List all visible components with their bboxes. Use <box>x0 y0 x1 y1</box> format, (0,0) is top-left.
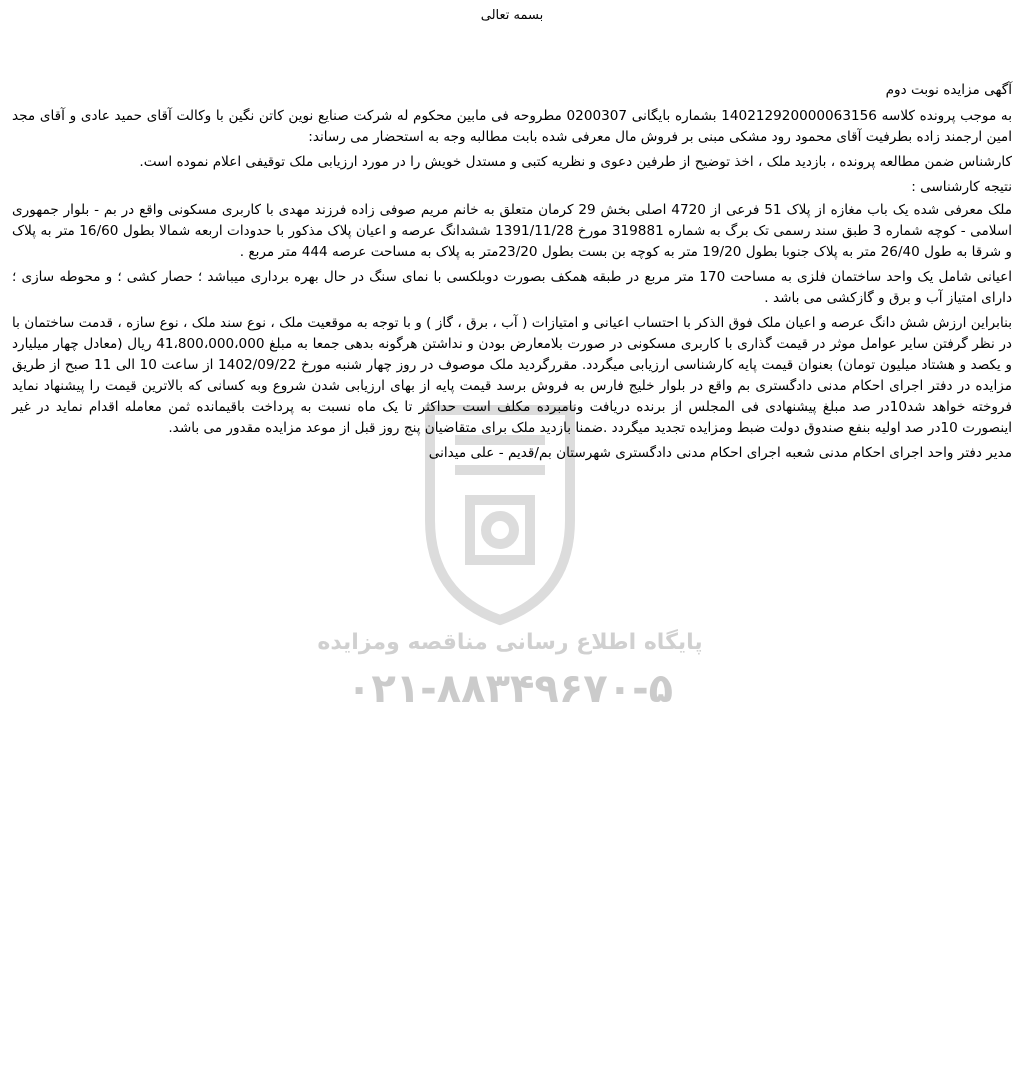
paragraph-property-description: ملک معرفی شده یک باب مغازه از پلاک 51 فرعی از 4720 اصلی بخش 29 کرمان متعلق به خانم مریم صوفی زاده فرزند مهدی با کاربری مسکونی واقع در بم - بلوار جمهوری اسلامی - کوچه شماره 3 طبق سند رسمی تک برگ به شماره 319881 مورخ 1391/11/28 ششدانگ عرصه و اعیان پلاک مذکور با حدودات اربعه شمالا بطول 16/60 متر به پلاک و شرقا به طول 26/40 متر به پلاک جنوبا بطول 19/20 متر به کوچه بن بست بطول 23/20متر به پلاک به مساحت عرصه 444 متر مربع . <box>12 202 1012 260</box>
paragraph-case-intro: به موجب پرونده کلاسه 140212920000063156 بشماره بایگانی 0200307 مطروحه فی مابین محکوم له شرکت صنایع نوین کاتن نگین با وکالت آقای حمید عادی و آقای مجد امین ارجمند زاده بطرفیت آقای محمود رود مشکی مبنی بر فروش مال معرفی شده بابت مطالبه وجه به استحضار می رساند: <box>12 108 1013 145</box>
watermark-phone: ۰۲۱-۸۸۳۴۹۶۷۰-۵ <box>346 666 674 712</box>
section-title-expert-result: نتیجه کارشناسی : <box>911 179 1012 195</box>
document-body <box>12 80 1012 468</box>
watermark-site-name: پایگاه اطلاع رسانی مناقصه ومزایده <box>317 630 703 655</box>
signature-line: مدیر دفتر واحد اجرای احکام مدنی شعبه اجرای احکام مدنی دادگستری شهرستان بم/قدیم - علی میدانی <box>428 445 1012 461</box>
paragraph-building-description: اعیانی شامل یک واحد ساختمان فلزی به مساحت 170 متر مربع در طبقه همکف بصورت دوبلکسی با نمای سنگ در حال بهره برداری میباشد ؛ حصار کشی ؛ و محوطه سازی ؛ دارای امتیاز آب و برق و گازکشی می باشد . <box>12 269 1012 306</box>
document-heading: بسمه تعالی <box>480 8 544 23</box>
notice-title: آگهی مزایده نوبت دوم <box>885 82 1012 98</box>
paragraph-valuation-and-auction: بنابراین ارزش شش دانگ عرصه و اعیان ملک فوق الذکر با احتساب اعیانی و امتیازات ( آب ، برق ، گاز ) و با توجه به موقعیت ملک ، نوع سند ملک ، نوع سازه ، قدمت ساختمان با در نظر گرفتن سایر عوامل موثر در قیمت گذاری با کاربری مسکونی در صورت بلامعارض بودن و نداشتن هرگونه بدهی جمعا به مبلغ 41،800،000،000 ریال (معادل چهار میلیارد و یکصد و هشتاد میلیون تومان) بعنوان قیمت پایه کارشناسی ارزیابی میگردد. مقررگردید ملک موصوف در روز چهار شنبه مورخ 1402/09/22 از ساعت 10 الی 11 صبح از طریق مزایده در دفتر اجرای احکام مدنی دادگستری بم واقع در بلوار خلیج فارس به فروش برسد قیمت پایه از بهای ارزیابی شدن شروع وبه کسانی که بالاترین قیمت را پیشنهاد نماید فروخته خواهد شد10در صد مبلغ پیشنهادی فی المجلس از برنده دریافت ونامبرده مکلف است حداکثر تا یک ماه نسبت به پرداخت باقیمانده ثمن معامله اقدام نماید در غیر اینصورت 10در صد اولیه بنفع صندوق دولت ضبط ومزایده تجدید میگردد .ضمنا بازدید ملک برای متقاضیان پنج روز قبل از موعد مزایده مقدور می باشد. <box>12 315 1012 436</box>
paragraph-expert-review: کارشناس ضمن مطالعه پرونده ، بازدید ملک ، اخذ توضیح از طرفین دعوی و نظریه کتبی و مستدل خویش را در مورد ارزیابی ملک توقیفی اعلام نموده است. <box>139 154 1012 170</box>
